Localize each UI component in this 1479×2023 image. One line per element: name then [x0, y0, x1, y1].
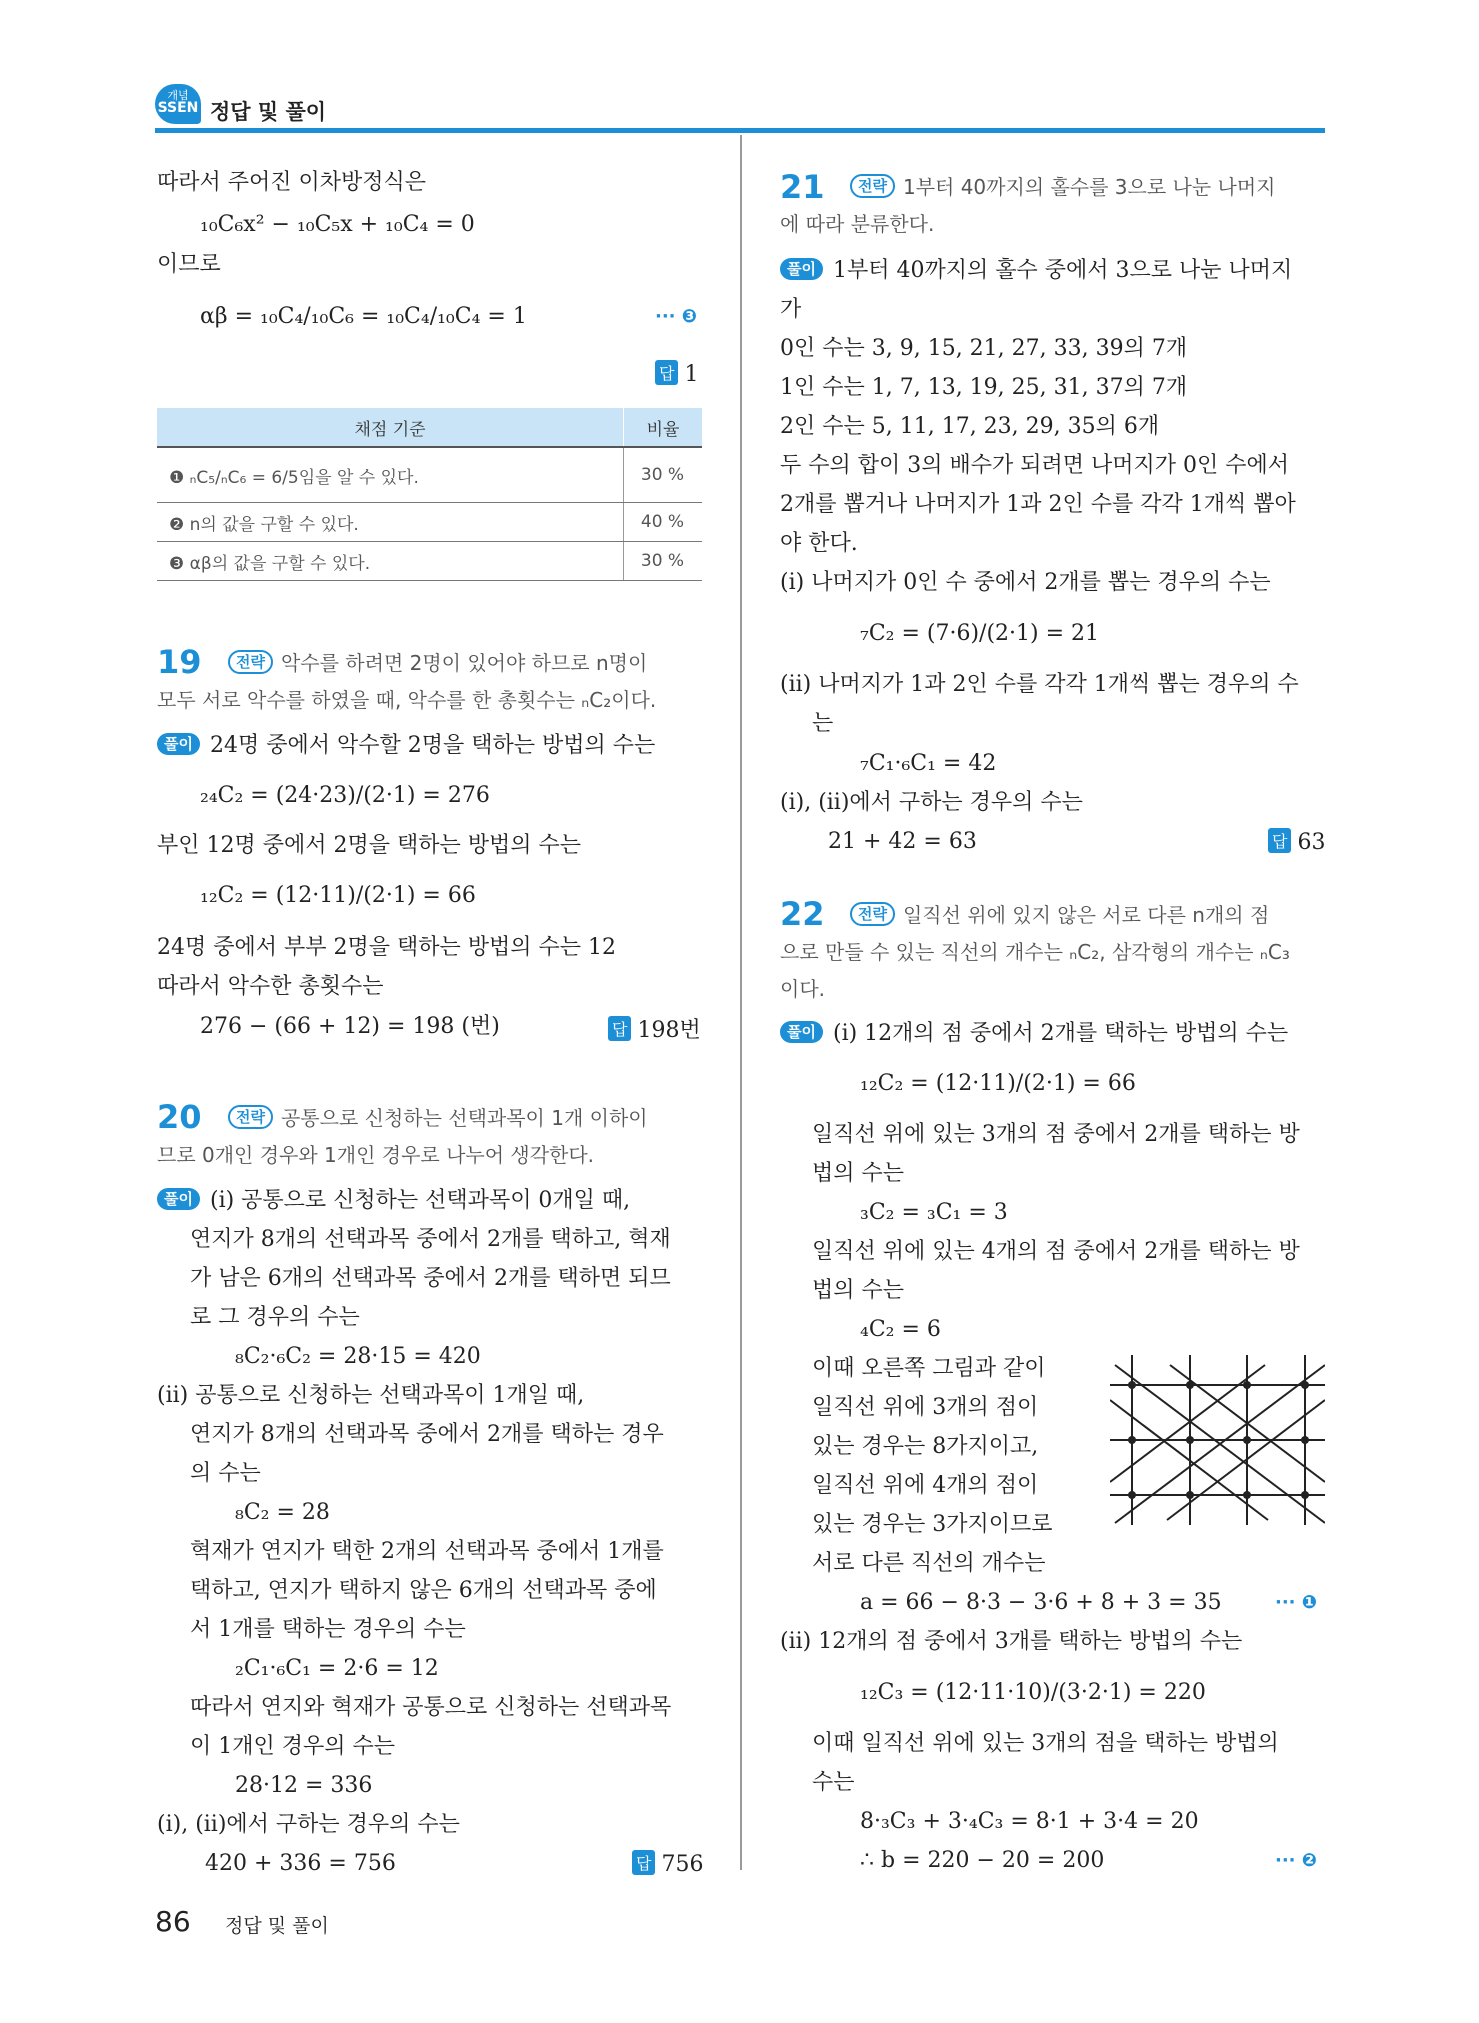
strategy-line: 전략 공통으로 신청하는 선택과목이 1개 이하이	[228, 1103, 648, 1133]
equation: a = 66 − 8·3 − 3·6 + 8 + 3 = 35	[860, 1590, 1222, 1615]
header-title: 정답 및 풀이	[210, 100, 327, 124]
equation: ₈C₂·₆C₂ = 28·15 = 420	[235, 1344, 481, 1369]
equation: 28·12 = 336	[235, 1773, 373, 1798]
equation: ₁₂C₃ = (12·11·10)/(3·2·1) = 220	[860, 1680, 1206, 1705]
text-line: 연지가 8개의 선택과목 중에서 2개를 택하는 경우	[190, 1422, 664, 1447]
column-header: 채점 기준	[157, 408, 624, 447]
table-cell: ❷ n의 값을 구할 수 있다.	[157, 503, 624, 542]
text-line: 2인 수는 5, 11, 17, 23, 29, 35의 6개	[780, 414, 1160, 439]
step-marker: ··· ❶	[1275, 1592, 1318, 1613]
table-cell: ❸ αβ의 값을 구할 수 있다.	[157, 542, 624, 581]
equation: ₁₀C₆x² − ₁₀C₅x + ₁₀C₄ = 0	[200, 212, 475, 237]
logo-top-text: 개념	[167, 89, 189, 102]
strategy-badge: 전략	[850, 902, 895, 926]
grading-table	[157, 408, 702, 581]
solution-line: 풀이 1부터 40까지의 홀수 중에서 3으로 나눈 나머지	[780, 256, 1292, 286]
column-header: 비율	[624, 408, 703, 447]
text-line: 법의 수는	[812, 1161, 905, 1186]
strategy-line: 모두 서로 악수를 하였을 때, 악수를 한 총횟수는 ₙC₂이다.	[157, 688, 657, 712]
problem-number: 20	[157, 1098, 202, 1136]
equation: 21 + 42 = 63	[828, 829, 977, 854]
equation: ₂₄C₂ = (24·23)/(2·1) = 276	[200, 783, 490, 808]
text-line: 일직선 위에 있는 3개의 점 중에서 2개를 택하는 방	[812, 1122, 1300, 1147]
text-line: 이때 일직선 위에 있는 3개의 점을 택하는 방법의	[812, 1731, 1279, 1756]
text-line: 의 수는	[190, 1461, 261, 1486]
strategy-line: 전략 1부터 40까지의 홀수를 3으로 나눈 나머지	[850, 172, 1275, 202]
strategy-line: 므로 0개인 경우와 1개인 경우로 나누어 생각한다.	[157, 1143, 595, 1167]
table-row	[157, 542, 702, 581]
table-header-row	[157, 408, 702, 447]
strategy-line: 으로 만들 수 있는 직선의 개수는 ₙC₂, 삼각형의 개수는 ₙC₃	[780, 940, 1290, 964]
solution-badge: 풀이	[780, 1021, 823, 1043]
equation: 276 − (66 + 12) = 198 (번)	[200, 1014, 500, 1039]
text-line: 수는	[812, 1770, 855, 1795]
answer-value: 198번	[637, 1018, 701, 1043]
equation: ₁₂C₂ = (12·11)/(2·1) = 66	[860, 1071, 1136, 1096]
equation: αβ = ₁₀C₄/₁₀C₆ = ₁₀C₄/₁₀C₄ = 1	[200, 304, 527, 329]
strategy-badge: 전략	[850, 174, 895, 198]
table-cell: 30 %	[624, 447, 703, 503]
answer-value: 63	[1297, 830, 1326, 855]
answer	[632, 1850, 703, 1877]
text-line: 서로 다른 직선의 개수는	[812, 1551, 1046, 1576]
answer-tag: 답	[655, 360, 678, 385]
answer-value: 756	[661, 1852, 704, 1877]
text-line: 이때 오른쪽 그림과 같이	[812, 1356, 1046, 1381]
equation: 8·₃C₃ + 3·₄C₃ = 8·1 + 3·4 = 20	[860, 1809, 1199, 1834]
solution-line: 풀이 (i) 12개의 점 중에서 2개를 택하는 방법의 수는	[780, 1019, 1288, 1049]
equation: ₈C₂ = 28	[235, 1500, 330, 1525]
text-line: 가 남은 6개의 선택과목 중에서 2개를 택하면 되므	[190, 1266, 671, 1291]
text-line: 연지가 8개의 선택과목 중에서 2개를 택하고, 혁재	[190, 1227, 671, 1252]
text-line: (i) 나머지가 0인 수 중에서 2개를 뽑는 경우의 수는	[780, 570, 1271, 595]
text-line: 따라서 연지와 혁재가 공통으로 신청하는 선택과목	[190, 1695, 672, 1720]
solution-badge: 풀이	[157, 1188, 200, 1210]
equation: ₇C₁·₆C₁ = 42	[860, 751, 997, 776]
step-marker: ··· ❸	[655, 306, 698, 327]
strategy-badge: 전략	[228, 1105, 273, 1129]
text-line: 따라서 악수한 총횟수는	[157, 974, 384, 999]
text-line: 0인 수는 3, 9, 15, 21, 27, 33, 39의 7개	[780, 336, 1188, 361]
text-line: 있는 경우는 8가지이고,	[812, 1434, 1039, 1459]
table-cell: 40 %	[624, 503, 703, 542]
equation: ₃C₂ = ₃C₁ = 3	[860, 1200, 1008, 1225]
table-row	[157, 503, 702, 542]
text-line: 법의 수는	[812, 1278, 905, 1303]
problem-number: 22	[780, 895, 825, 933]
answer-tag: 답	[608, 1016, 631, 1041]
answer-tag: 답	[632, 1850, 655, 1875]
step-marker: ··· ❷	[1275, 1850, 1318, 1871]
solution-badge: 풀이	[157, 733, 200, 755]
footer-label: 정답 및 풀이	[225, 1915, 329, 1937]
point-lattice-figure	[1110, 1355, 1325, 1525]
equation: ₂C₁·₆C₁ = 2·6 = 12	[235, 1656, 439, 1681]
text-line: 로 그 경우의 수는	[190, 1305, 360, 1330]
text-line: 있는 경우는 3가지이므로	[812, 1512, 1053, 1537]
text-line: 24명 중에서 부부 2명을 택하는 방법의 수는 12	[157, 935, 616, 960]
text-line: 1인 수는 1, 7, 13, 19, 25, 31, 37의 7개	[780, 375, 1188, 400]
table-row	[157, 447, 702, 503]
equation: ∴ b = 220 − 20 = 200	[860, 1848, 1105, 1873]
solution-badge: 풀이	[780, 258, 823, 280]
answer-tag: 답	[1268, 828, 1291, 853]
text-line: 는	[812, 711, 834, 736]
logo-bottom-text: SSEN	[157, 100, 199, 116]
strategy-line: 전략 일직선 위에 있지 않은 서로 다른 n개의 점	[850, 900, 1269, 930]
answer-value: 1	[684, 362, 699, 387]
answer	[608, 1013, 701, 1044]
problem-number: 19	[157, 643, 202, 681]
text-line: 가	[780, 297, 802, 322]
table-cell: ❶ ₙC₅/ₙC₆ = 6/5임을 알 수 있다.	[157, 447, 624, 503]
text-line: 이 1개인 경우의 수는	[190, 1734, 395, 1759]
text-line: 이므로	[157, 252, 221, 277]
text-line: 서 1개를 택하는 경우의 수는	[190, 1617, 466, 1642]
solution-line: 풀이 24명 중에서 악수할 2명을 택하는 방법의 수는	[157, 731, 655, 761]
text-line: 일직선 위에 있는 4개의 점 중에서 2개를 택하는 방	[812, 1239, 1300, 1264]
table-cell: 30 %	[624, 542, 703, 581]
text-line: (ii) 12개의 점 중에서 3개를 택하는 방법의 수는	[780, 1629, 1243, 1654]
text-line: 택하고, 연지가 택하지 않은 6개의 선택과목 중에	[190, 1578, 657, 1603]
text-line: 부인 12명 중에서 2명을 택하는 방법의 수는	[157, 833, 581, 858]
answer	[655, 360, 698, 387]
brand-logo	[155, 84, 201, 124]
equation: ₇C₂ = (7·6)/(2·1) = 21	[860, 621, 1100, 646]
text-line: 일직선 위에 3개의 점이	[812, 1395, 1039, 1420]
text-line: (ii) 공통으로 신청하는 선택과목이 1개일 때,	[157, 1383, 585, 1408]
strategy-badge: 전략	[228, 650, 273, 674]
equation: 420 + 336 = 756	[205, 1851, 396, 1876]
column-divider	[740, 135, 742, 1870]
strategy-line: 에 따라 분류한다.	[780, 212, 935, 236]
header-rule	[155, 128, 1325, 133]
text-line: 혁재가 연지가 택한 2개의 선택과목 중에서 1개를	[190, 1539, 664, 1564]
text-line: (i), (ii)에서 구하는 경우의 수는	[780, 790, 1083, 815]
text-line: 두 수의 합이 3의 배수가 되려면 나머지가 0인 수에서	[780, 453, 1289, 478]
text-line: 2개를 뽑거나 나머지가 1과 2인 수를 각각 1개씩 뽑아	[780, 492, 1296, 517]
text-line: (i), (ii)에서 구하는 경우의 수는	[157, 1812, 460, 1837]
problem-number: 21	[780, 168, 825, 206]
text-line: 일직선 위에 4개의 점이	[812, 1473, 1039, 1498]
strategy-line: 전략 악수를 하려면 2명이 있어야 하므로 n명이	[228, 648, 647, 678]
answer	[1268, 828, 1325, 855]
text-line: 따라서 주어진 이차방정식은	[157, 170, 427, 195]
strategy-line: 이다.	[780, 977, 825, 1001]
equation: ₄C₂ = 6	[860, 1317, 941, 1342]
solution-line: 풀이 (i) 공통으로 신청하는 선택과목이 0개일 때,	[157, 1186, 630, 1216]
equation: ₁₂C₂ = (12·11)/(2·1) = 66	[200, 883, 476, 908]
page-number: 86	[155, 1905, 191, 1938]
text-line: 야 한다.	[780, 531, 858, 556]
text-line: (ii) 나머지가 1과 2인 수를 각각 1개씩 뽑는 경우의 수	[780, 672, 1299, 697]
